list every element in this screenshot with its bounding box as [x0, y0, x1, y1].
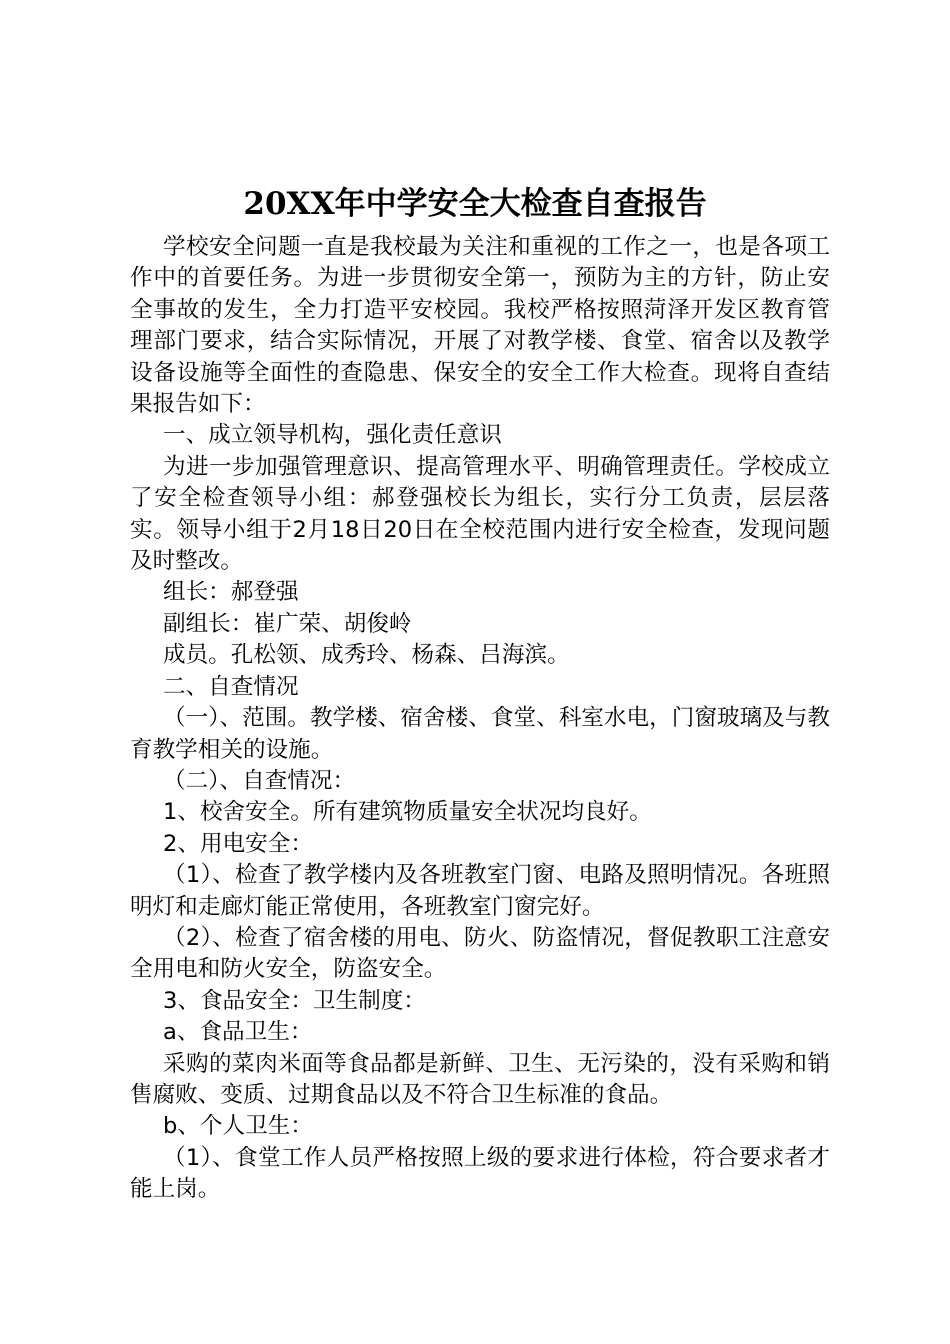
paragraph: 采购的菜肉米面等食品都是新鲜、卫生、无污染的，没有采购和销售腐败、变质、过期食品以及不符合卫生标准的食品。	[130, 1050, 830, 1108]
paragraph: （二）、自查情况：	[163, 767, 356, 794]
paragraph: （1）、食堂工作人员严格按照上级的要求进行体检，符合要求者才能上岗。	[130, 1144, 830, 1203]
document-body	[130, 232, 830, 1206]
paragraph: （一）、范围。教学楼、宿舍楼、食堂、科室水电，门窗玻璃及与教育教学相关的设施。	[130, 705, 830, 763]
paragraph: 组长：郝登强	[163, 579, 299, 606]
paragraph: 副组长：崔广荣、胡俊岭	[163, 610, 412, 637]
paragraph: 1、校舍安全。所有建筑物质量安全状况均良好。	[163, 799, 652, 826]
paragraph: 成员。孔松领、成秀玲、杨森、吕海滨。	[163, 642, 570, 669]
paragraph: b、个人卫生：	[163, 1113, 313, 1140]
paragraph: （1）、检查了教学楼内及各班教室门窗、电路及照明情况。各班照明灯和走廊灯能正常使用，各班教室门窗完好。	[130, 862, 830, 920]
paragraph: 3、食品安全：卫生制度：	[163, 987, 426, 1014]
paragraph: 为进一步加强管理意识、提高管理水平、明确管理责任。学校成立了安全检查领导小组：郝登强校长为组长，实行分工负责，层层落实。领导小组于2月18日20日在全校范围内进行安全检查，发现问题及时整改。	[130, 453, 830, 575]
document-title: 20XX年中学安全大检查自查报告	[243, 186, 707, 222]
paragraph-intro: 学校安全问题一直是我校最为关注和重视的工作之一，也是各项工作中的首要任务。为进一步贯彻安全第一，预防为主的方针，防止安全事故的发生，全力打造平安校园。我校严格按照菏泽开发区教育管理部门要求，结合实际情况，开展了对教学楼、食堂、宿舍以及教学设备设施等全面性的查隐患、保安全的安全工作大检查。现将自查结果报告如下：	[130, 234, 830, 418]
section-heading-2: 二、自查情况	[163, 673, 299, 700]
paragraph: a、食品卫生：	[163, 1019, 313, 1046]
section-heading-1: 一、成立领导机构，强化责任意识	[163, 422, 502, 449]
paragraph: （2）、检查了宿舍楼的用电、防火、防盗情况，督促教职工注意安全用电和防火安全，防盗安全。	[130, 924, 830, 983]
paragraph: 2、用电安全：	[163, 830, 313, 857]
